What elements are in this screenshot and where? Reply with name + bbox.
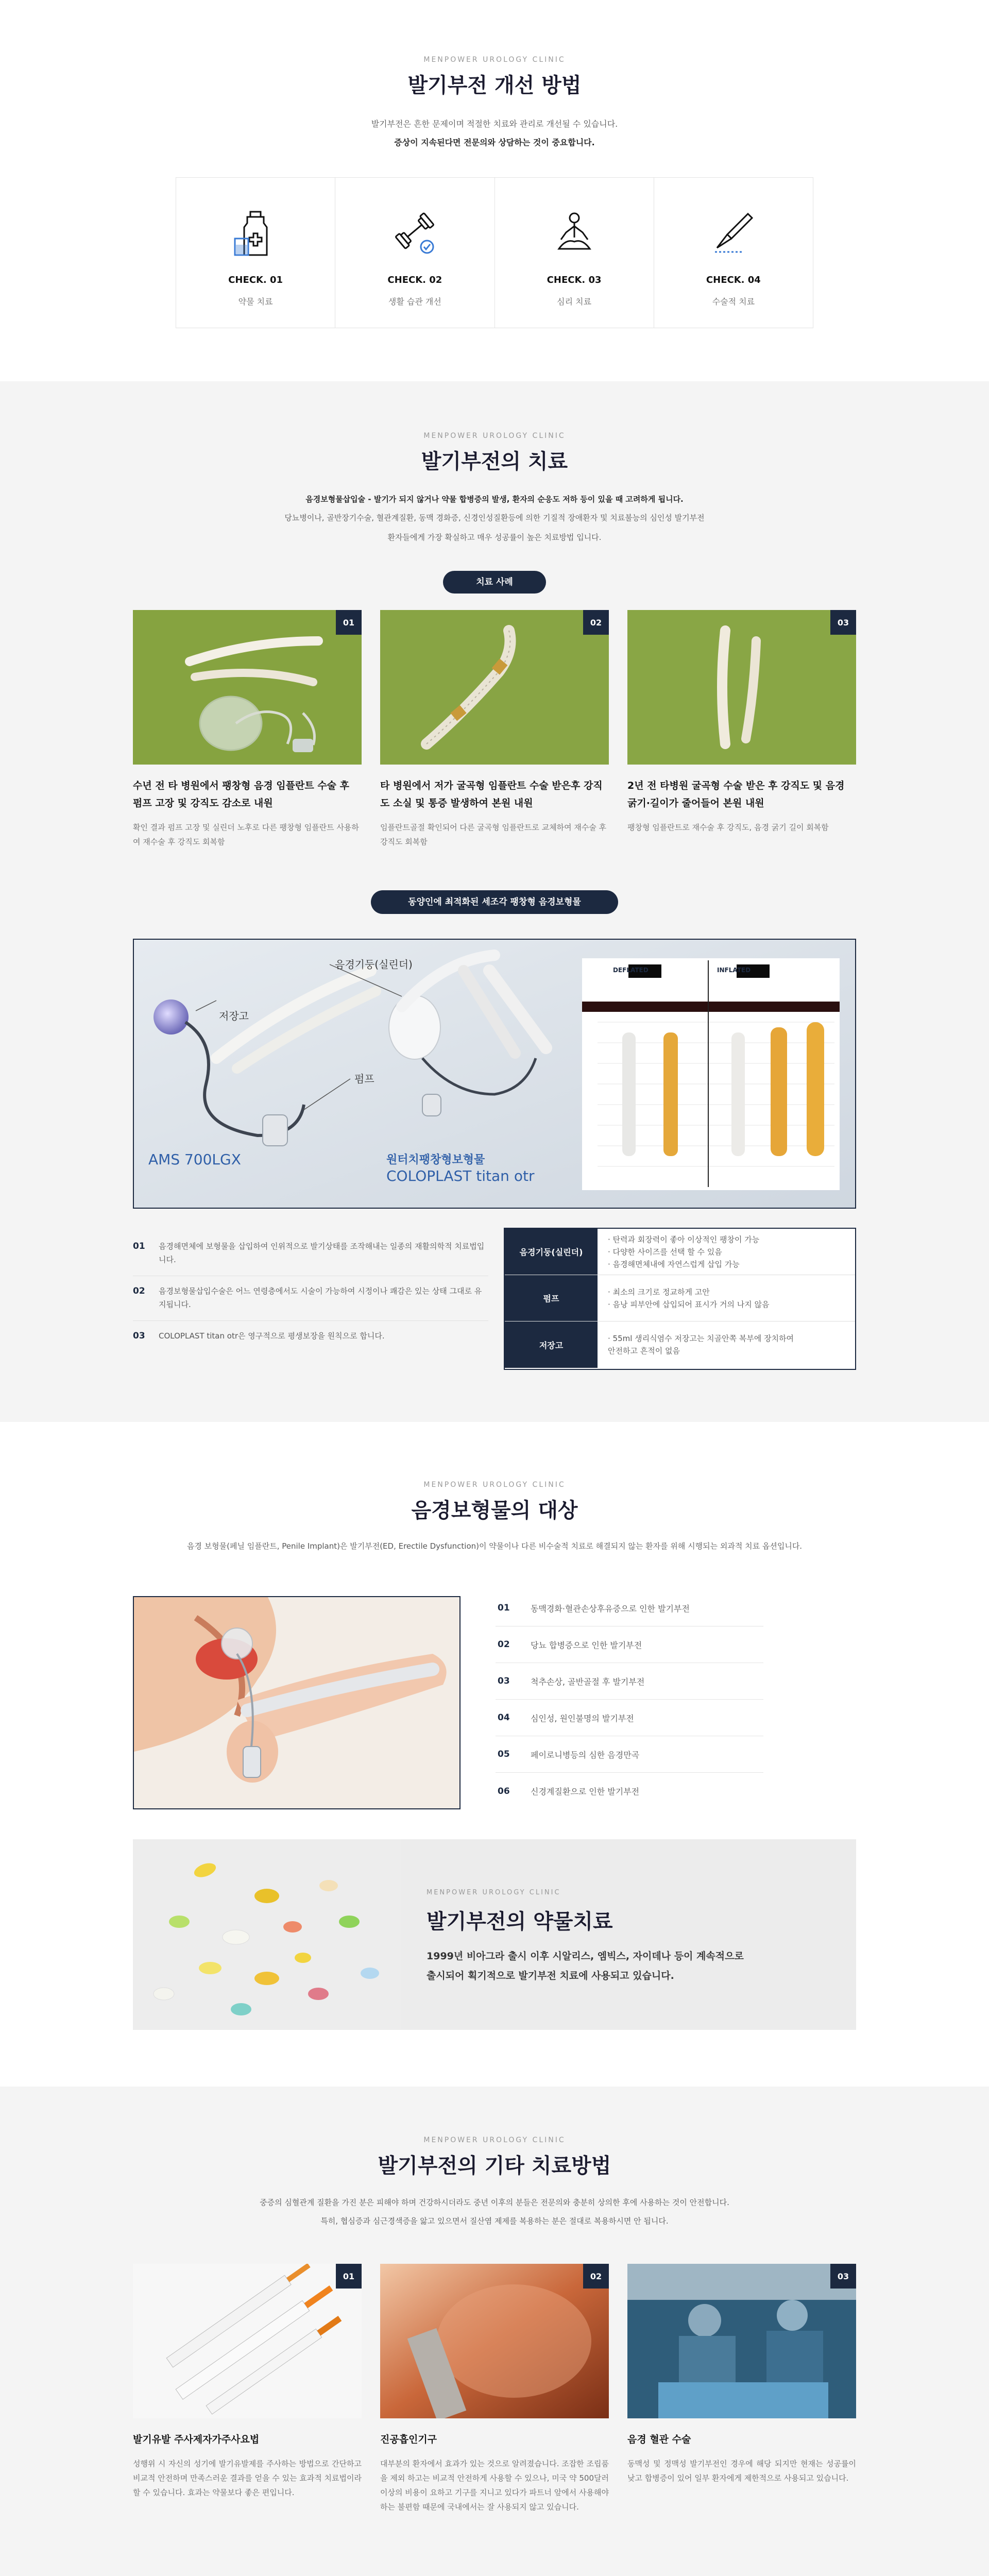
target-text: 동맥경화·혈관손상후유증으로 인한 발기부전 bbox=[531, 1603, 690, 1614]
drug-eyebrow: MENPOWER UROLOGY CLINIC bbox=[427, 1889, 561, 1896]
case-card bbox=[380, 610, 609, 849]
note-num: 01 bbox=[133, 1241, 145, 1251]
treatment-eyebrow: MENPOWER UROLOGY CLINIC bbox=[423, 432, 566, 440]
target-item bbox=[496, 1700, 763, 1736]
case-number: 02 bbox=[583, 2264, 609, 2289]
check-grid bbox=[176, 177, 813, 328]
injection-image bbox=[133, 2264, 362, 2418]
case-desc: 임플란트골절 확인되어 다른 굴곡형 임플란트로 교체하여 재수술 후 강직도 회복함 bbox=[380, 823, 607, 846]
other-card-title: 진공흡인기구 bbox=[380, 2434, 437, 2445]
target-text: 신경계질환으로 인한 발기부전 bbox=[531, 1787, 640, 1797]
target-list bbox=[496, 1590, 763, 1809]
treatment-section bbox=[0, 381, 989, 1422]
target-item bbox=[496, 1626, 763, 1663]
target-text: 척추손상, 골반골절 후 발기부전 bbox=[531, 1676, 645, 1687]
note-num: 02 bbox=[133, 1286, 145, 1296]
pills-image bbox=[133, 1839, 401, 2030]
treatment-desc-bold: 음경보형물삽입술 - 발기가 되지 않거나 약물 합병증의 발생, 환자의 순응도 저하 등이 있을 때 고려하게 됩니다. bbox=[305, 495, 684, 504]
target-eyebrow: MENPOWER UROLOGY CLINIC bbox=[423, 1481, 566, 1489]
check-item-lifestyle bbox=[335, 178, 494, 328]
improve-title: 발기부전 개선 방법 bbox=[407, 74, 582, 97]
target-desc: 음경 보형물(페닐 임플란트, Penile Implant)은 발기부전(ED, Erectile Dysfunction)이 약물이나 다른 비수술적 치료로 해결되지 않는 환자를 위해 시행되는 외과적 치료 옵션입니다. bbox=[186, 1541, 803, 1551]
target-text: 당뇨 합병증으로 인한 발기부전 bbox=[531, 1640, 642, 1650]
check-item-psychology bbox=[495, 178, 654, 328]
target-text: 심인성, 원인불명의 발기부전 bbox=[531, 1713, 634, 1723]
other-card bbox=[627, 2264, 856, 2485]
check-label: 약물 치료 bbox=[238, 297, 273, 307]
case-title: 타 병원에서 저가 굴곡형 임플란트 수술 받은후 강직도 소실 및 통증 발생하여 본원 내원 bbox=[380, 780, 603, 809]
note-text: 음경해면체에 보형물을 삽입하여 인위적으로 발기상태를 조작해내는 일종의 재활의학적 치료법입니다. bbox=[159, 1242, 485, 1264]
ams-label: AMS 700LGX bbox=[148, 1151, 241, 1168]
spec-key: 펌프 bbox=[505, 1275, 598, 1321]
note-text: 음경보형물삽입수술은 어느 연령층에서도 시술이 가능하여 시정이나 쾌감은 있는 상태 그대로 유지됩니다. bbox=[159, 1286, 482, 1309]
drug-banner bbox=[133, 1839, 856, 2030]
treatment-title: 발기부전의 치료 bbox=[421, 450, 568, 473]
case-desc: 확인 결과 펌프 고장 및 실린더 노후로 다른 팽창형 임플란트 사용하여 재수술 후 강직도 회복함 bbox=[133, 823, 359, 846]
target-num: 04 bbox=[498, 1713, 510, 1723]
inflated-label: INFLATED bbox=[717, 967, 751, 974]
drug-desc-1: 1999년 비아그라 출시 이후 시알리스, 엠빅스, 자이데나 등이 계속적으로 bbox=[427, 1951, 744, 1962]
check-label: 수술적 치료 bbox=[712, 297, 755, 307]
implant-notes bbox=[133, 1231, 488, 1352]
other-card bbox=[133, 2264, 362, 2500]
target-num: 01 bbox=[498, 1603, 510, 1613]
case-image bbox=[133, 610, 362, 765]
improve-desc-2: 증상이 지속된다면 전문의와 상담하는 것이 중요합니다. bbox=[394, 138, 595, 147]
target-title: 음경보형물의 대상 bbox=[411, 1499, 578, 1522]
spec-row bbox=[505, 1229, 855, 1275]
spec-row bbox=[505, 1321, 855, 1368]
other-card-desc: 성행위 시 자신의 성기에 발기유발제를 주사하는 방법으로 간단하고 비교적 안전하며 만족스러운 결과를 얻을 수 있는 효과적 치료법이라 할 수 있습니다. 효과는 약물보다 좋은 편입니다. bbox=[133, 2459, 362, 2497]
target-item bbox=[496, 1663, 763, 1700]
case-card bbox=[133, 610, 362, 849]
reservoir-label: 저장고 bbox=[219, 1010, 249, 1022]
spec-line: · 음경해면체내에 자연스럽게 삽입 가능 bbox=[608, 1259, 740, 1269]
meditation-icon bbox=[549, 208, 600, 259]
target-num: 03 bbox=[498, 1676, 510, 1686]
other-card bbox=[380, 2264, 609, 2514]
other-card-desc: 대부분의 환자에서 효과가 있는 것으로 알려졌습니다. 조잡한 조립품을 제외 하고는 비교적 안전하게 사용할 수 있으나, 미국 약 500달러 이상의 비용이 요하고 기구를 지니고 있다가 파트너 앞에서 사용해야 하는 불편함 때문에 국내에서는 잘 사용되지 않고 있습니다. bbox=[380, 2459, 609, 2512]
treatment-desc-1: 당뇨병이나, 골반장기수술, 혈관계질환, 동맥 경화증, 신경인성질환등에 의한 기질적 장애환자 및 치료불능의 심인성 발기부전 bbox=[284, 513, 705, 522]
other-title: 발기부전의 기타 치료방법 bbox=[378, 2154, 611, 2178]
case-card bbox=[627, 610, 856, 835]
coloplast-label: COLOPLAST titan otr bbox=[386, 1167, 535, 1184]
case-title: 2년 전 타병원 굴곡형 수술 받은 후 강직도 및 음경 굵기·길이가 줄어들어 본원 내원 bbox=[627, 780, 845, 809]
case-number: 03 bbox=[830, 610, 856, 635]
check-label: 생활 습관 개선 bbox=[388, 297, 441, 307]
note-item bbox=[133, 1321, 488, 1352]
surgery-image bbox=[627, 2264, 856, 2418]
other-desc-1: 중증의 심혈관계 질환을 가진 분은 피해야 하며 건강하시더라도 중년 이후의 분들은 전문의와 충분히 상의한 후에 사용하는 것이 안전합니다. bbox=[260, 2198, 729, 2207]
spec-line: 안전하고 흔적이 없음 bbox=[608, 1346, 680, 1355]
other-card-title: 음경 혈관 수술 bbox=[627, 2434, 691, 2445]
target-item bbox=[496, 1590, 763, 1626]
target-section bbox=[0, 1422, 989, 2087]
check-item-surgery bbox=[654, 178, 813, 328]
treatment-desc-2: 환자들에게 가장 확실하고 매우 성공률이 높은 치료방법 입니다. bbox=[387, 533, 602, 542]
improve-eyebrow: MENPOWER UROLOGY CLINIC bbox=[423, 56, 566, 64]
case-desc: 팽창형 임플란트로 재수술 후 강직도, 음경 굵기 길이 회복함 bbox=[627, 823, 829, 832]
note-text: COLOPLAST titan otr은 영구적으로 평생보장을 원칙으로 합니다. bbox=[159, 1331, 385, 1341]
spec-line: · 55ml 생리식염수 저장고는 치골안쪽 복부에 장치하여 bbox=[608, 1334, 794, 1343]
spec-key: 음경기둥(실린더) bbox=[505, 1229, 598, 1275]
improve-desc-1: 발기부전은 흔한 문제이며 적절한 치료와 관리로 개선될 수 있습니다. bbox=[371, 119, 618, 129]
device-illustration bbox=[133, 939, 856, 1209]
drug-desc bbox=[427, 1946, 818, 1986]
check-title: CHECK. 04 bbox=[706, 275, 761, 285]
target-illustration bbox=[133, 1596, 461, 1809]
case-image bbox=[380, 610, 609, 765]
note-item bbox=[133, 1276, 488, 1321]
one-touch-label: 원터치팽창형보형물 bbox=[386, 1154, 485, 1166]
other-desc-2: 특히, 협심증과 심근경색증을 앓고 있으면서 질산염 제제를 복용하는 분은 절대로 복용하시면 안 됩니다. bbox=[320, 2216, 669, 2226]
spec-line: · 음낭 피부안에 삽입되어 표시가 거의 나지 않음 bbox=[608, 1299, 770, 1309]
other-eyebrow: MENPOWER UROLOGY CLINIC bbox=[423, 2136, 566, 2144]
check-title: CHECK. 02 bbox=[387, 275, 442, 285]
check-label: 심리 치료 bbox=[557, 297, 592, 307]
deflated-label: DEFLATED bbox=[613, 967, 649, 974]
target-text: 페이로니병등의 심한 음경만곡 bbox=[531, 1750, 640, 1760]
spec-key: 저장고 bbox=[505, 1321, 598, 1368]
note-num: 03 bbox=[133, 1331, 145, 1341]
case-number: 01 bbox=[336, 610, 362, 635]
scalpel-icon bbox=[708, 208, 759, 259]
drug-title: 발기부전의 약물치료 bbox=[427, 1910, 613, 1934]
vacuum-device-image bbox=[380, 2264, 609, 2418]
spec-line: · 최소의 크기로 정교하게 고안 bbox=[608, 1287, 710, 1297]
spec-row bbox=[505, 1275, 855, 1321]
pump-label: 펌프 bbox=[354, 1073, 374, 1085]
target-num: 02 bbox=[498, 1639, 510, 1650]
improve-section bbox=[0, 0, 989, 381]
target-item bbox=[496, 1773, 763, 1809]
case-number: 01 bbox=[336, 2264, 362, 2289]
cylinder-label: 음경기둥(실린더) bbox=[335, 958, 413, 971]
dumbbell-icon bbox=[389, 208, 440, 259]
medicine-bottle-icon bbox=[230, 208, 281, 259]
target-num: 06 bbox=[498, 1786, 510, 1797]
spec-line: · 탄력과 회장력이 좋아 이상적인 팽창이 가능 bbox=[608, 1234, 760, 1244]
check-item-medicine bbox=[176, 178, 335, 328]
case-number: 02 bbox=[583, 610, 609, 635]
target-num: 05 bbox=[498, 1749, 510, 1759]
check-title: CHECK. 01 bbox=[228, 275, 283, 285]
case-title: 수년 전 타 병원에서 팽창형 음경 임플란트 수술 후 펌프 고장 및 강직도 감소로 내원 bbox=[133, 780, 349, 809]
spec-value bbox=[598, 1321, 855, 1368]
drug-desc-2: 출시되어 획기적으로 발기부전 치료에 사용되고 있습니다. bbox=[427, 1970, 674, 1981]
other-treatment-section bbox=[0, 2087, 989, 2576]
spec-value bbox=[598, 1229, 855, 1275]
check-title: CHECK. 03 bbox=[547, 275, 602, 285]
target-item bbox=[496, 1736, 763, 1773]
other-card-title: 발기유발 주사제자가주사요법 bbox=[133, 2434, 260, 2445]
device-pill: 동양인에 최적화된 세조각 팽창형 음경보형물 bbox=[371, 890, 618, 914]
spec-line: · 다양한 사이즈를 선택 할 수 있음 bbox=[608, 1247, 722, 1257]
spec-table bbox=[504, 1228, 856, 1370]
other-card-desc: 동맥성 및 정맥성 발기부전인 경우에 해당 되지만 현재는 성공률이 낮고 합병증이 있어 일부 환자에게 제한적으로 사용되고 있습니다. bbox=[627, 2459, 856, 2483]
case-image bbox=[627, 610, 856, 765]
spec-value bbox=[598, 1275, 855, 1321]
note-item bbox=[133, 1231, 488, 1276]
case-pill: 치료 사례 bbox=[443, 571, 546, 594]
case-number: 03 bbox=[830, 2264, 856, 2289]
